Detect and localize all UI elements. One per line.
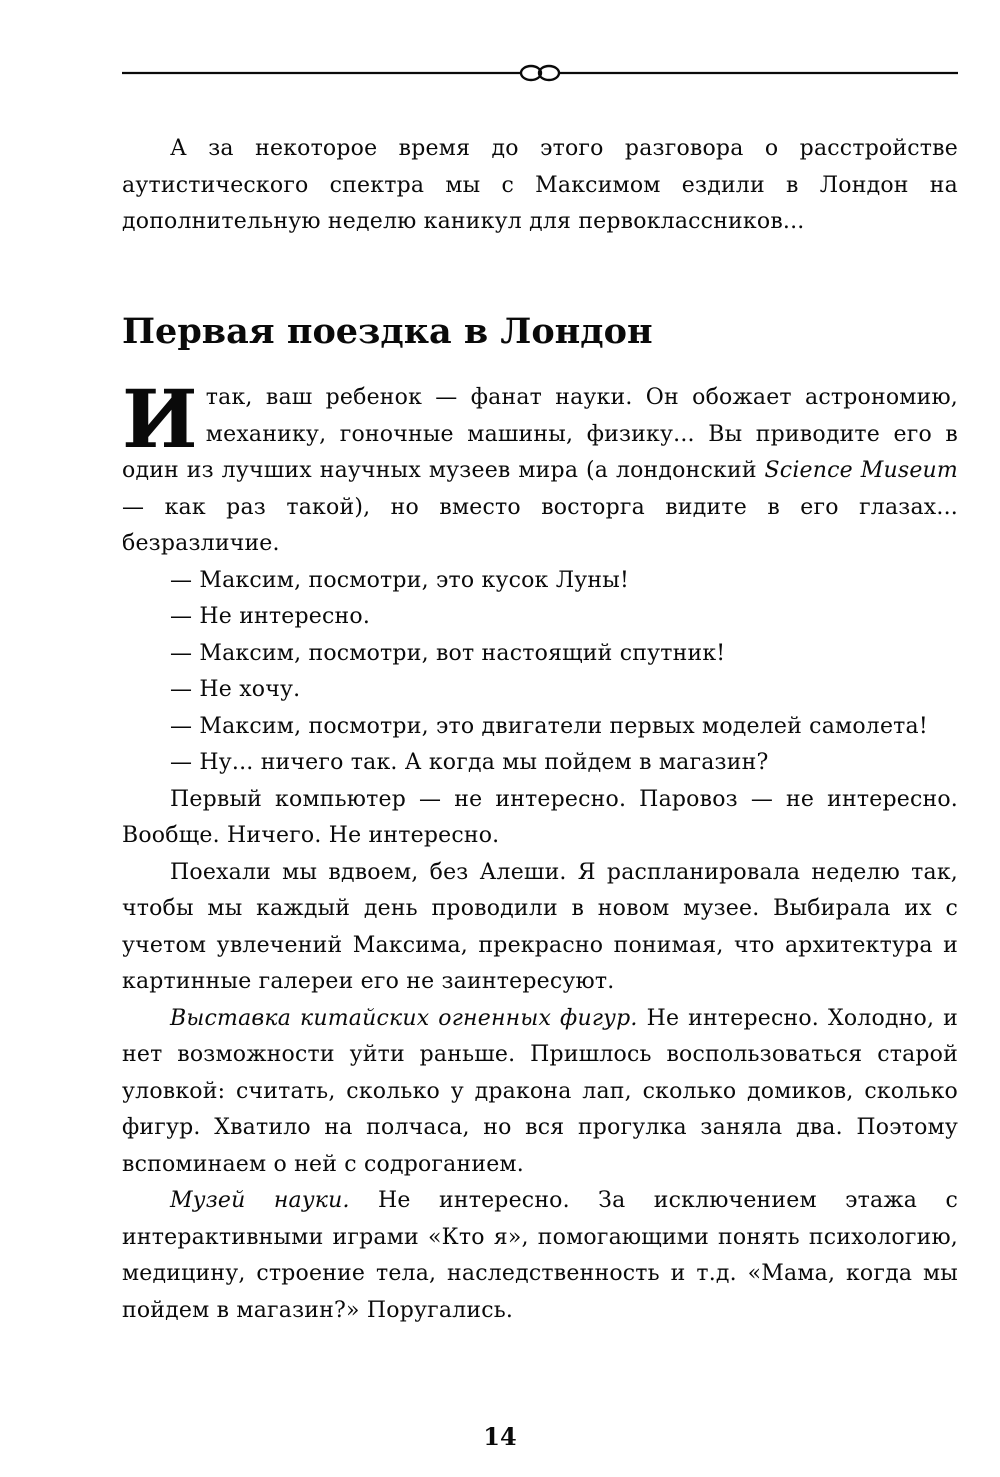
intro-paragraph: А за некоторое время до этого разговора о расстройстве аутистического спектра мы с Максимом ездили в Лондон на дополнительную неделю каникул для первоклассников... [122, 136, 958, 234]
section-body [122, 372, 958, 1329]
first-paragraph [122, 372, 958, 563]
paragraph-museum [122, 1183, 958, 1329]
first-paragraph-text-1: так, ваш ребенок — фанат науки. Он обожает астрономию, механику, гоночные машины, физику... Вы приводите его в один из лучших научных музеев мира (а лондонский [122, 385, 958, 483]
dialogue-line: — Не интересно. [170, 604, 371, 629]
dialogue-line: — Максим, посмотри, это кусок Луны! [170, 567, 630, 593]
intro-block [122, 131, 958, 241]
header-ornament [122, 58, 958, 88]
page-number: 14 [483, 1422, 517, 1451]
exhibition-text: Не интересно. Холодно, и нет возможности уйти раньше. Пришлось воспользоваться старой уловкой: считать, сколько у дракона лап, сколько домиков, сколько фигур. Хватило на полчаса, но вся прогулка заняла два. Поэтому вспоминаем о ней с содроганием. [122, 1005, 958, 1177]
dialogue-line: — Ну... ничего так. А когда мы пойдем в магазин? [170, 750, 769, 775]
museum-text: Не интересно. За исключением этажа с интерактивными играми «Кто я», помогающими понять психологию, медицину, строение тела, наследственность и т.д. «Мама, когда мы пойдем в магазин?» Поругались. [122, 1188, 958, 1323]
infinity-ornament-icon [122, 58, 958, 88]
dialogue-line: — Максим, посмотри, вот настоящий спутник! [170, 640, 726, 666]
museum-italic: Музей науки. [170, 1188, 350, 1213]
section-title: Первая поездка в Лондон [122, 311, 653, 352]
first-paragraph-text-2: — как раз такой), но вместо восторга видите в его глазах... безразличие. [122, 494, 958, 556]
paragraph-exhibition [122, 1001, 958, 1184]
dialogue-line: — Не хочу. [170, 677, 301, 702]
exhibition-italic: Выставка китайских огненных фигур. [170, 1005, 638, 1031]
first-paragraph-italic: Science Museum [764, 458, 958, 483]
paragraph-trip: Поехали мы вдвоем, без Алеши. Я распланировала неделю так, чтобы мы каждый день проводили в новом музее. Выбирала их с учетом увлечений Максима, прекрасно понимая, что архитектура и картинные галереи его не заинтересуют. [122, 859, 958, 994]
dialogue-line: — Максим, посмотри, это двигатели первых моделей самолета! [170, 713, 928, 739]
paragraph-computer: Первый компьютер — не интересно. Паровоз — не интересно. Вообще. Ничего. Не интересно. [122, 786, 958, 848]
drop-cap: И [122, 372, 198, 466]
